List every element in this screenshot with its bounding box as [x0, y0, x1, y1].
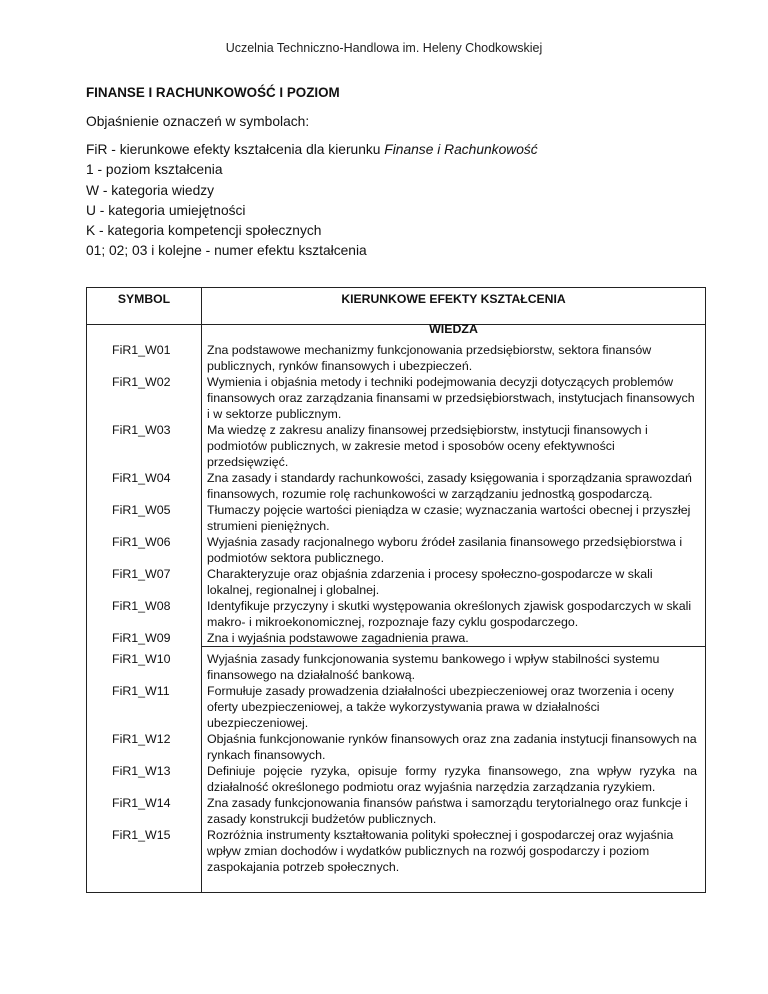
- outcome-symbol: FiR1_W12: [112, 732, 171, 746]
- table-body: [87, 342, 705, 875]
- outcome-symbol: FiR1_W02: [112, 375, 171, 389]
- section-title-knowledge: WIEDZA: [429, 322, 478, 336]
- outcome-description: Wyjaśnia zasady racjonalnego wyboru źródeł zasilania finansowego przedsiębiorstwa i podmiotów sektora publicznego.: [207, 535, 683, 565]
- outcome-symbol: FiR1_W06: [112, 535, 171, 549]
- outcome-symbol: FiR1_W15: [112, 828, 171, 842]
- outcome-description: Ma wiedzę z zakresu analizy finansowej przedsiębiorstw, instytucji finansowych i podmiotów publicznych, w zakresie metod i sposobów oceny efektywności przedsięwzięć.: [207, 423, 648, 469]
- legend-item: K - kategoria kompetencji społecznych: [86, 223, 322, 239]
- outcome-description: Definiuje pojęcie ryzyka, opisuje formy ryzyka finansowego, zna wpływ ryzyka na działalność określonego podmiotu oraz wyjaśnia narzędzia zarządzania ryzykiem.: [207, 764, 697, 794]
- outcome-symbol: FiR1_W01: [112, 343, 171, 357]
- legend-item: W - kategoria wiedzy: [86, 182, 215, 198]
- table-row: [87, 534, 705, 566]
- outcome-description: Wymienia i objaśnia metody i techniki podejmowania decyzji dotyczących problemów finansowych oraz zarządzania finansami w przedsiębiorstwach, instytucjach finansowych i w sektorze publicznym.: [207, 375, 695, 421]
- legend-item: U - kategoria umiejętności: [86, 202, 246, 218]
- table-row: [87, 502, 705, 534]
- table-row: [87, 683, 705, 731]
- outcome-description: Rozróżnia instrumenty kształtowania polityki społecznej i gospodarczej oraz wyjaśnia wpływ zmian dochodów i wydatków publicznych na rozwój gospodarczy i poziom zaspokajania potrzeb społecznych.: [207, 828, 674, 874]
- outcome-description: Identyfikuje przyczyny i skutki występowania określonych zjawisk gospodarczych w skali makro- i mikroekonomicznej, rozpoznaje fazy cyklu gospodarczego.: [207, 599, 692, 629]
- legend-item: 01; 02; 03 i kolejne - numer efektu kształcenia: [86, 243, 367, 259]
- table-row: [87, 827, 705, 875]
- outcome-symbol: FiR1_W11: [112, 684, 170, 698]
- outcome-symbol: FiR1_W04: [112, 471, 171, 485]
- document-title: FINANSE I RACHUNKOWOŚĆ I POZIOM: [86, 85, 340, 100]
- outcome-description: Wyjaśnia zasady funkcjonowania systemu bankowego i wpływ stabilności systemu finansowego na działalność bankową.: [207, 652, 660, 682]
- symbol-legend: [86, 140, 538, 262]
- table-row: [87, 731, 705, 763]
- table-row: [87, 763, 705, 795]
- outcome-symbol: FiR1_W13: [112, 764, 171, 778]
- outcome-symbol: FiR1_W03: [112, 423, 171, 437]
- column-header-outcomes: KIERUNKOWE EFEKTY KSZTAŁCENIA: [341, 292, 566, 306]
- outcome-symbol: FiR1_W09: [112, 631, 171, 645]
- outcome-description: Zna i wyjaśnia podstawowe zagadnienia prawa.: [207, 631, 469, 645]
- outcome-description: Zna zasady i standardy rachunkowości, zasady księgowania i sporządzania sprawozdań finansowych, rozumie rolę rachunkowości w zarządzaniu jednostką gospodarczą.: [207, 471, 692, 501]
- table-row: [87, 422, 705, 470]
- outcome-description: Zna zasady funkcjonowania finansów państwa i samorządu terytorialnego oraz funkcje i zasady konstrukcji budżetów publicznych.: [207, 796, 688, 826]
- outcome-symbol: FiR1_W10: [112, 652, 171, 666]
- outcome-description: Tłumaczy pojęcie wartości pieniądza w czasie; wyznaczania wartości obecnej i przyszłej strumieni pieniężnych.: [207, 503, 691, 533]
- legend-item-fir-field: Finanse i Rachunkowość: [384, 142, 538, 157]
- outcome-symbol: FiR1_W08: [112, 599, 171, 613]
- outcome-symbol: FiR1_W07: [112, 567, 171, 581]
- table-row: [87, 374, 705, 422]
- legend-item-fir-text: FiR - kierunkowe efekty kształcenia dla kierunku: [86, 142, 385, 157]
- table-row: [87, 342, 705, 374]
- column-header-symbol: SYMBOL: [117, 292, 171, 306]
- outcome-description: Zna podstawowe mechanizmy funkcjonowania przedsiębiorstw, sektora finansów publicznych, rynków finansowych i ubezpieczeń.: [207, 343, 652, 373]
- outcome-symbol: FiR1_W14: [112, 796, 171, 810]
- row-divider: [201, 646, 705, 647]
- learning-outcomes-table: [86, 287, 706, 893]
- legend-item-fir: [86, 140, 538, 160]
- table-row: [87, 651, 705, 683]
- table-row: [87, 795, 705, 827]
- outcome-description: Formułuje zasady prowadzenia działalności ubezpieczeniowej oraz tworzenia i oceny oferty ubezpieczeniowej, a także wykorzystywania prawa w działalności ubezpieczeniowej.: [207, 684, 674, 730]
- legend-intro: Objaśnienie oznaczeń w symbolach:: [86, 114, 310, 129]
- outcome-description: Objaśnia funkcjonowanie rynków finansowych oraz zna zadania instytucji finansowych na rynkach finansowych.: [207, 732, 697, 762]
- page-header: Uczelnia Techniczno-Handlowa im. Heleny Chodkowskiej: [225, 41, 543, 55]
- outcome-symbol: FiR1_W05: [112, 503, 171, 517]
- legend-item: 1 - poziom kształcenia: [86, 162, 223, 178]
- outcome-description: Charakteryzuje oraz objaśnia zdarzenia i procesy społeczno-gospodarcze w skali lokalnej, regionalnej i globalnej.: [207, 567, 653, 597]
- table-row: [87, 598, 705, 630]
- table-row: [87, 566, 705, 598]
- table-row: [87, 630, 705, 646]
- table-row: [87, 470, 705, 502]
